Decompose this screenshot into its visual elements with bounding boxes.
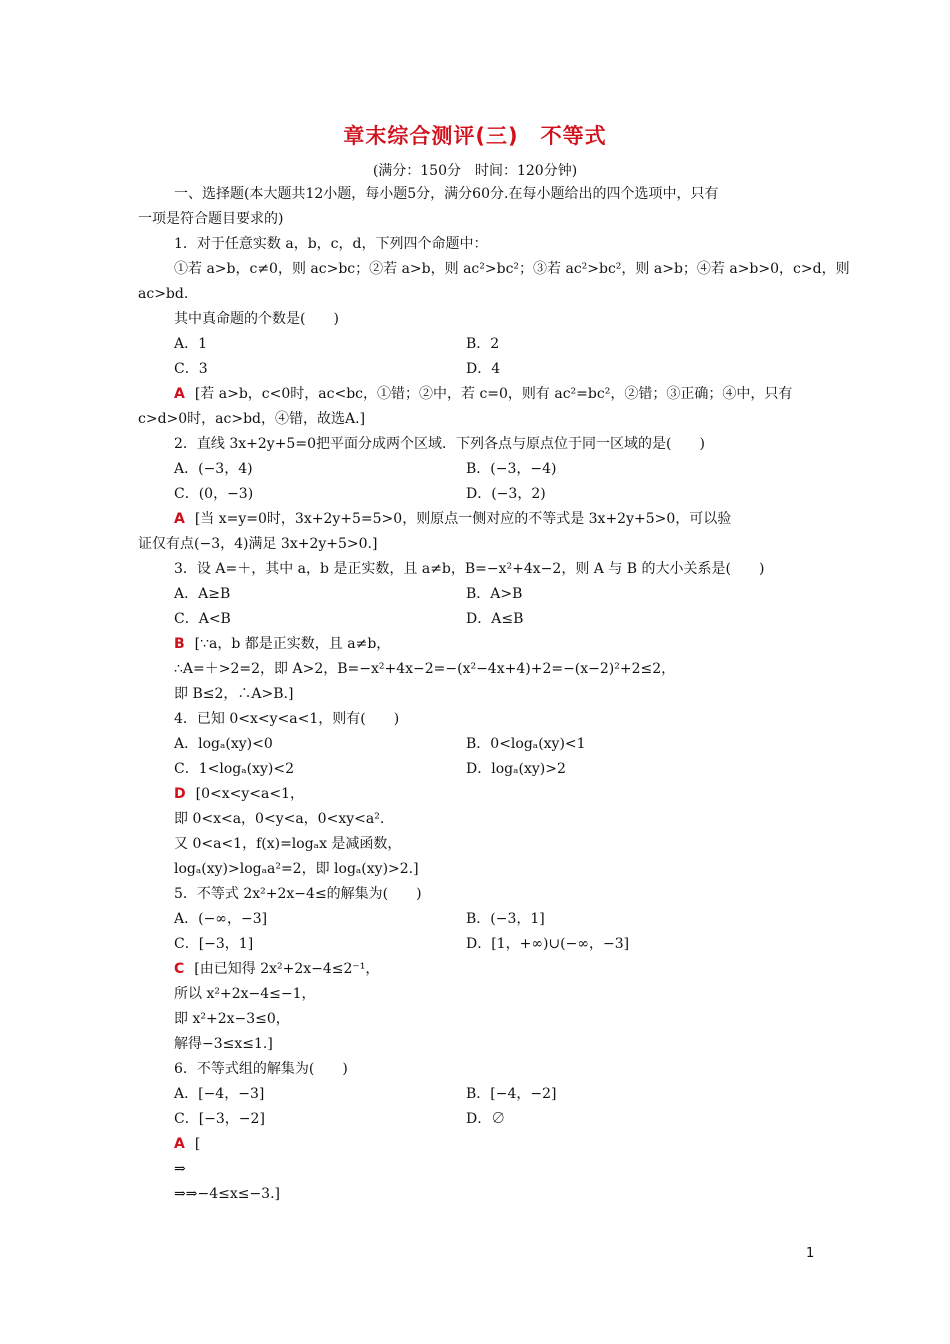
page-subtitle: (满分：150分 时间：120分钟) (372, 163, 578, 179)
answer-label: D (174, 786, 186, 802)
question-4-options-row1 (138, 732, 818, 757)
option-d: D．∅ (466, 1111, 506, 1127)
question-5-options-row2 (138, 932, 818, 957)
question-5-solution (138, 957, 818, 982)
question-1-options-row1 (138, 332, 818, 357)
answer-label: B (174, 636, 185, 652)
question-4-options-row2 (138, 757, 818, 782)
solution-text: [0<x<y<a<1， (195, 786, 304, 802)
option-a: A．(−∞，−3] (174, 911, 268, 927)
document-body (138, 182, 850, 1207)
question-5-solution-line4: 解得−3≤x≤1.] (174, 1036, 273, 1052)
option-a: A．(−3，4) (174, 461, 253, 477)
question-6-solution (138, 1132, 818, 1157)
question-4-solution-line2: 即 0<x<a，0<y<a，0<xy<a². (174, 811, 385, 827)
option-d: D．logₐ(xy)>2 (466, 761, 566, 777)
option-a: A．1 (174, 336, 208, 352)
question-5-stem: 5．不等式 2x²+2x−4≤的解集为( ) (174, 886, 422, 902)
option-c: C．3 (174, 361, 208, 377)
question-2-options-row1 (138, 457, 818, 482)
option-b: B．(−3，−4) (466, 461, 557, 477)
question-1-props-cont: ac>bd. (138, 286, 189, 302)
option-d: D．4 (466, 361, 501, 377)
solution-text: [ (194, 1136, 201, 1152)
option-a: A．A≥B (174, 586, 231, 602)
option-d: D．(−3，2) (466, 486, 546, 502)
question-3-solution (138, 632, 818, 657)
option-b: B．0<logₐ(xy)<1 (466, 736, 586, 752)
answer-label: C (174, 961, 185, 977)
question-4-solution-line4: logₐ(xy)>logₐa²=2，即 logₐ(xy)>2.] (174, 861, 419, 877)
option-c: C．[−3，−2] (174, 1111, 265, 1127)
question-3-solution-line3: 即 B≤2，∴A>B.] (174, 686, 294, 702)
question-5-options-row1 (138, 907, 818, 932)
option-b: B．A>B (466, 586, 523, 602)
option-b: B．2 (466, 336, 500, 352)
option-c: C．(0，−3) (174, 486, 254, 502)
question-4-stem: 4．已知 0<x<y<a<1，则有( ) (174, 711, 400, 727)
option-c: C．A<B (174, 611, 231, 627)
question-6-solution-line3: ⇒⇒−4≤x≤−3.] (174, 1186, 281, 1202)
question-3-options-row2 (138, 607, 818, 632)
section-heading-cont: 一项是符合题目要求的) (138, 211, 284, 227)
option-d: D．[1，+∞)∪(−∞，−3] (466, 936, 630, 952)
question-2-solution-cont: 证仅有点(−3，4)满足 3x+2y+5>0.] (138, 536, 378, 552)
question-3-stem: 3．设 A=＋，其中 a，b 是正实数，且 a≠b，B=−x²+4x−2，则 A 与 B 的大小关系是( ) (174, 561, 765, 577)
question-1-solution-cont: c>d>0时，ac>bd，④错，故选A.] (138, 411, 366, 427)
question-6-options-row1 (138, 1082, 818, 1107)
question-5-solution-line2: 所以 x²+2x−4≤−1， (174, 986, 316, 1002)
page-number: 1 (806, 1246, 815, 1261)
question-1-solution (138, 382, 818, 407)
question-6-options-row2 (138, 1107, 818, 1132)
solution-text: [若 a>b，c<0时，ac<bc，①错；②中，若 c=0，则有 ac²=bc²，②错；③正确；④中，只有 (194, 386, 793, 402)
solution-text: [∵a，b 都是正实数，且 a≠b， (194, 636, 391, 652)
solution-text: [当 x=y=0时，3x+2y+5=5>0，则原点一侧对应的不等式是 3x+2y+5>0，可以验 (194, 511, 732, 527)
option-c: C．1<logₐ(xy)<2 (174, 761, 294, 777)
question-3-options-row1 (138, 582, 818, 607)
question-5-solution-line3: 即 x²+2x−3≤0， (174, 1011, 290, 1027)
option-b: B．[−4，−2] (466, 1086, 557, 1102)
question-1-stem: 1．对于任意实数 a，b，c，d，下列四个命题中： (174, 236, 488, 252)
question-6-solution-line2: ⇒ (174, 1161, 186, 1177)
section-heading: 一、选择题(本大题共12小题，每小题5分，满分60分.在每小题给出的四个选项中，只有 (174, 186, 719, 202)
question-1-ask: 其中真命题的个数是( ) (174, 311, 339, 327)
option-c: C．[−3，1] (174, 936, 254, 952)
solution-text: [由已知得 2x²+2x−4≤2⁻¹， (194, 961, 380, 977)
question-1-options-row2 (138, 357, 818, 382)
question-2-stem: 2．直线 3x+2y+5=0把平面分成两个区域．下列各点与原点位于同一区域的是( ) (174, 436, 705, 452)
answer-label: A (174, 1136, 185, 1152)
question-4-solution-line3: 又 0<a<1，f(x)=logₐx 是减函数， (174, 836, 402, 852)
option-a: A．logₐ(xy)<0 (174, 736, 273, 752)
question-2-solution (138, 507, 818, 532)
option-d: D．A≤B (466, 611, 524, 627)
option-a: A．[−4，−3] (174, 1086, 265, 1102)
answer-label: A (174, 386, 185, 402)
page-title: 章末综合测评(三) 不等式 (343, 124, 607, 148)
question-4-solution (138, 782, 818, 807)
question-1-props: ①若 a>b，c≠0，则 ac>bc；②若 a>b，则 ac²>bc²；③若 ac²>bc²，则 a>b；④若 a>b>0，c>d，则 (174, 261, 850, 277)
question-2-options-row2 (138, 482, 818, 507)
question-6-stem: 6．不等式组的解集为( ) (174, 1061, 348, 1077)
question-3-solution-line2: ∴A=＋>2=2，即 A>2，B=−x²+4x−2=−(x²−4x+4)+2=−(x−2)²+2≤2， (174, 661, 676, 677)
answer-label: A (174, 511, 185, 527)
option-b: B．(−3，1] (466, 911, 545, 927)
